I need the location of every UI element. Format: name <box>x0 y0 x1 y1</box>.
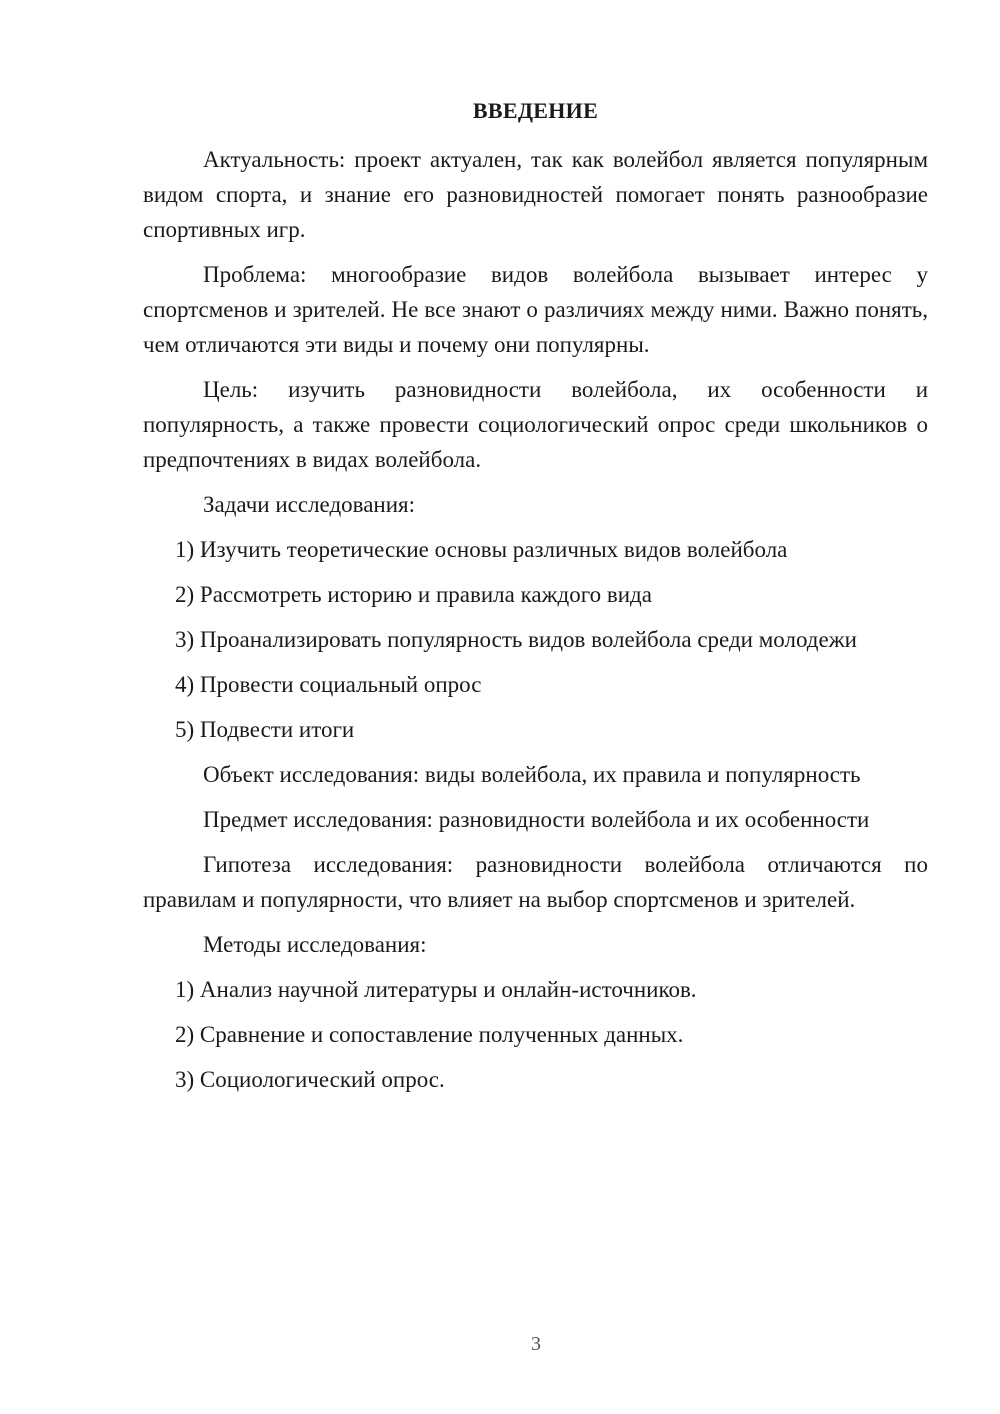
goal-paragraph: Цель: изучить разновидности волейбола, их особенности и популярность, а также провести социологический опрос среди школьников о предпочтениях в видах волейбола. <box>143 377 928 472</box>
object-line: Объект исследования: виды волейбола, их правила и популярность <box>203 762 861 787</box>
problem-paragraph: Проблема: многообразие видов волейбола вызывает интерес у спортсменов и зрителей. Не все знают о различиях между ними. Важно понять, чем отличаются эти виды и почему они популярны. <box>143 262 928 357</box>
tasks-title: Задачи исследования: <box>203 492 416 517</box>
method-item: 3) Социологический опрос. <box>175 1067 445 1092</box>
method-item: 1) Анализ научной литературы и онлайн-источников. <box>175 977 697 1002</box>
method-item: 2) Сравнение и сопоставление полученных данных. <box>175 1022 684 1047</box>
subject-line: Предмет исследования: разновидности волейбола и их особенности <box>203 807 870 832</box>
page-number: 3 <box>531 1333 541 1355</box>
tasks-list <box>143 532 928 747</box>
relevance-paragraph: Актуальность: проект актуален, так как волейбол является популярным видом спорта, и знание его разновидностей помогает понять разнообразие спортивных игр. <box>143 147 928 242</box>
page-content <box>143 96 928 1107</box>
methods-list <box>143 972 928 1097</box>
section-heading: ВВЕДЕНИЕ <box>472 98 599 123</box>
task-item: 2) Рассмотреть историю и правила каждого вида <box>175 582 652 607</box>
task-item: 1) Изучить теоретические основы различных видов волейбола <box>175 537 788 562</box>
hypothesis-paragraph: Гипотеза исследования: разновидности волейбола отличаются по правилам и популярности, что влияет на выбор спортсменов и зрителей. <box>143 852 928 912</box>
task-item: 4) Провести социальный опрос <box>175 672 482 697</box>
task-item: 5) Подвести итоги <box>175 717 355 742</box>
methods-title: Методы исследования: <box>203 932 427 957</box>
task-item: 3) Проанализировать популярность видов волейбола среди молодежи <box>175 627 857 652</box>
